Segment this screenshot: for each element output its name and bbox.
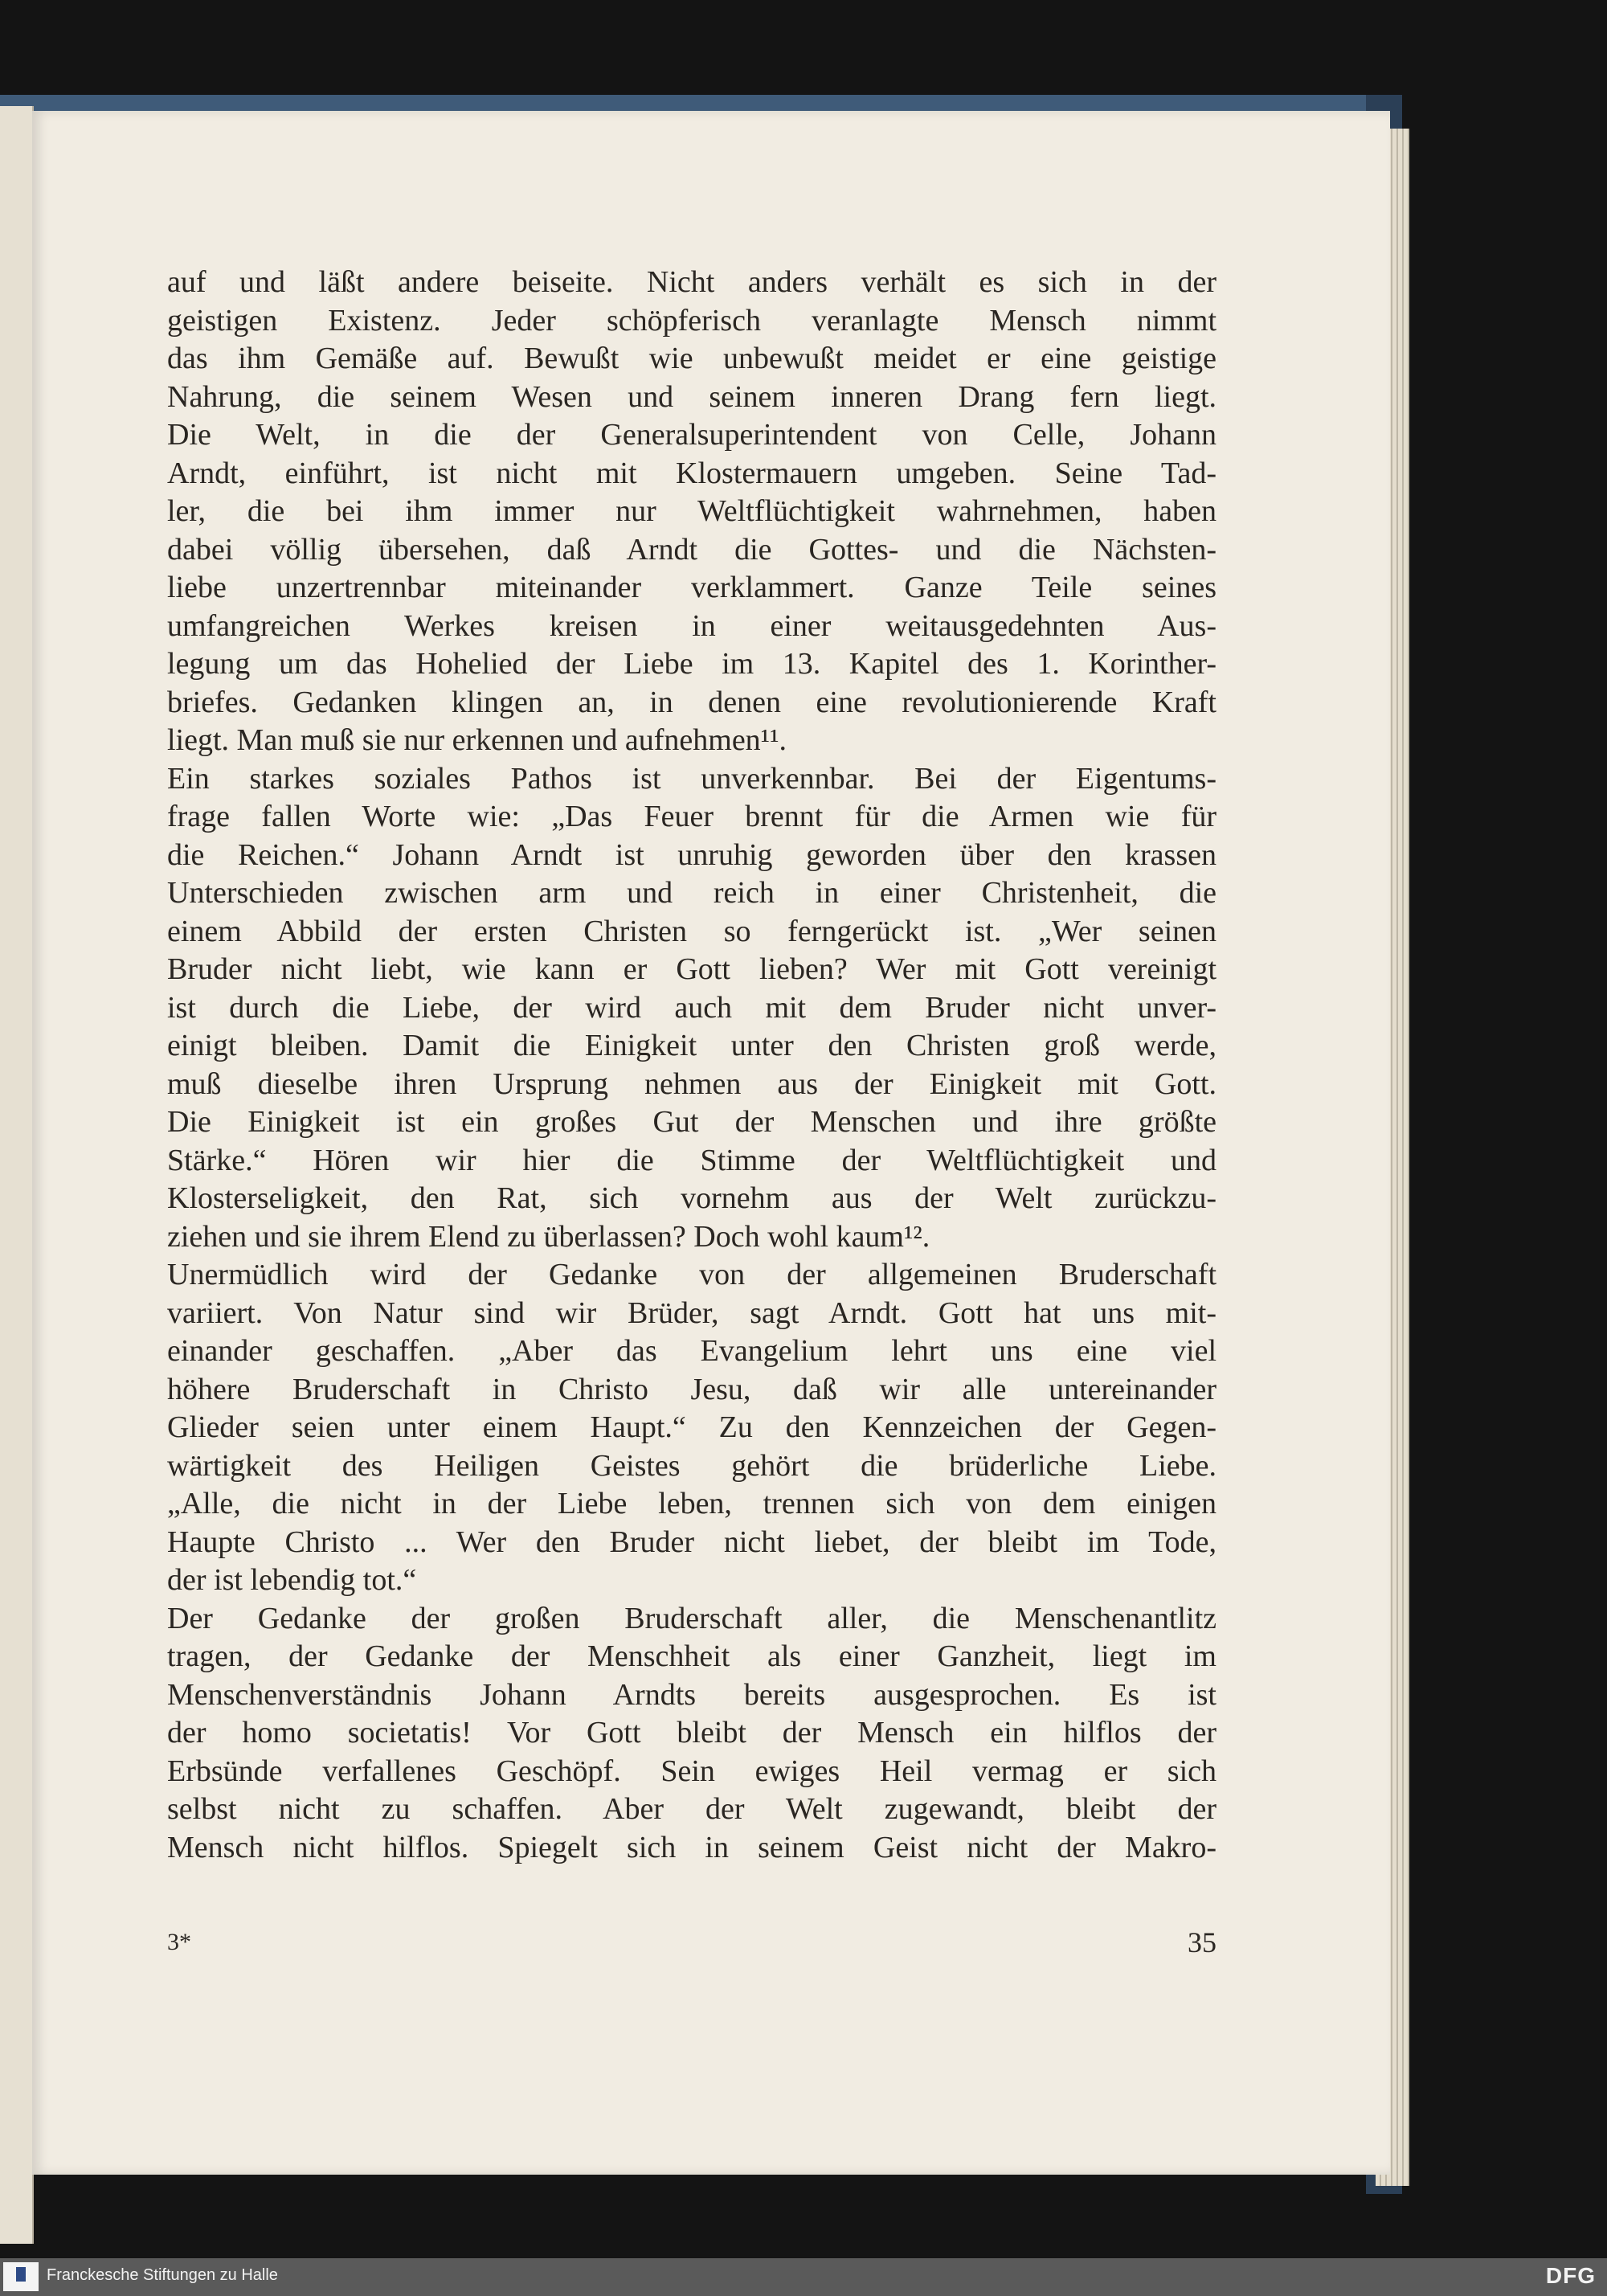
- text-line: Ein starkes soziales Pathos ist unverkennbar. Bei der Eigentums-: [167, 761, 1216, 796]
- page-sheet: [32, 111, 1390, 2175]
- text-line: Mensch nicht hilflos. Spiegelt sich in seinem Geist nicht der Makro-: [167, 1830, 1216, 1864]
- text-line: liebe unzertrennbar miteinander verklammert. Ganze Teile seines: [167, 571, 1216, 604]
- text-line: muß dieselbe ihren Ursprung nehmen aus der Einigkeit mit Gott.: [167, 1066, 1216, 1101]
- text-line: Die Welt, in die der Generalsuperintendent von Celle, Johann: [167, 418, 1216, 452]
- text-line: die Reichen.“ Johann Arndt ist unruhig geworden über den krassen: [167, 837, 1216, 872]
- text-line: Nahrung, die seinem Wesen und seinem inneren Drang fern liegt.: [167, 379, 1216, 414]
- text-line: legung um das Hohelied der Liebe im 13. Kapitel des 1. Korinther-: [167, 647, 1216, 681]
- text-line: tragen, der Gedanke der Menschheit als einer Ganzheit, liegt im: [167, 1639, 1216, 1673]
- text-line: Unermüdlich wird der Gedanke von der allgemeinen Bruderschaft: [167, 1258, 1216, 1291]
- text-line: geistigen Existenz. Jeder schöpferisch veranlagte Mensch nimmt: [167, 303, 1216, 338]
- text-line: Menschenverständnis Johann Arndts bereits ausgesprochen. Es ist: [167, 1677, 1216, 1712]
- text-line: Erbsünde verfallenes Geschöpf. Sein ewiges Heil vermag er sich: [167, 1754, 1216, 1788]
- text-line: einander geschaffen. „Aber das Evangelium lehrt uns eine viel: [167, 1334, 1216, 1368]
- text-line: der homo societatis! Vor Gott bleibt der Mensch ein hilflos der: [167, 1716, 1216, 1750]
- text-line: auf und läßt andere beiseite. Nicht anders verhält es sich in der: [167, 265, 1216, 299]
- text-line: einigt bleiben. Damit die Einigkeit unter den Christen groß werde,: [167, 1029, 1216, 1062]
- dfg-logo: DFG: [1545, 2263, 1596, 2288]
- previous-page-edge: [0, 106, 34, 2244]
- text-line: Glieder seien unter einem Haupt.“ Zu den Kennzeichen der Gegen-: [167, 1410, 1216, 1444]
- text-line: ler, die bei ihm immer nur Weltflüchtigkeit wahrnehmen, haben: [167, 494, 1216, 528]
- text-line: Haupte Christo ... Wer den Bruder nicht liebet, der bleibt im Tode,: [167, 1525, 1216, 1559]
- text-line: Bruder nicht liebt, wie kann er Gott lieben? Wer mit Gott vereinigt: [167, 952, 1216, 986]
- institution-name: Franckesche Stiftungen zu Halle: [47, 2266, 278, 2284]
- page-number: 35: [1188, 1926, 1216, 1958]
- credit-bar: [0, 2258, 1607, 2296]
- text-line: ziehen und sie ihrem Elend zu überlassen? Doch wohl kaum¹².: [167, 1219, 930, 1254]
- text-line: ist durch die Liebe, der wird auch mit dem Bruder nicht unver-: [167, 990, 1216, 1025]
- text-line: einem Abbild der ersten Christen so ferngerückt ist. „Wer seinen: [167, 914, 1216, 948]
- logo-emblem: [16, 2267, 26, 2282]
- text-line: umfangreichen Werkes kreisen in einer weitausgedehnten Aus-: [167, 608, 1216, 643]
- text-line: Stärke.“ Hören wir hier die Stimme der Weltflüchtigkeit und: [167, 1143, 1216, 1177]
- text-line: „Alle, die nicht in der Liebe leben, trennen sich von dem einigen: [167, 1487, 1216, 1520]
- text-line: Klosterseligkeit, den Rat, sich vornehm aus der Welt zurückzu-: [167, 1181, 1216, 1215]
- text-line: frage fallen Worte wie: „Das Feuer brennt für die Armen wie für: [167, 800, 1216, 833]
- text-line: Die Einigkeit ist ein großes Gut der Menschen und ihre größte: [167, 1105, 1216, 1139]
- text-line: liegt. Man muß sie nur erkennen und aufnehmen¹¹.: [167, 723, 787, 757]
- text-line: Unterschieden zwischen arm und reich in einer Christenheit, die: [167, 876, 1216, 910]
- text-line: Arndt, einführt, ist nicht mit Klostermauern umgeben. Seine Tad-: [167, 456, 1216, 490]
- text-line: höhere Bruderschaft in Christo Jesu, daß wir alle untereinander: [167, 1372, 1216, 1406]
- text-line: dabei völlig übersehen, daß Arndt die Gottes- und die Nächsten-: [167, 532, 1216, 567]
- text-line: variiert. Von Natur sind wir Brüder, sagt Arndt. Gott hat uns mit-: [167, 1295, 1216, 1330]
- text-line: Der Gedanke der großen Bruderschaft aller, die Menschenantlitz: [167, 1601, 1216, 1635]
- signature-mark: 3*: [167, 1929, 191, 1955]
- text-line: das ihm Gemäße auf. Bewußt wie unbewußt meidet er eine geistige: [167, 342, 1216, 375]
- text-line: briefes. Gedanken klingen an, in denen eine revolutionierende Kraft: [167, 685, 1216, 719]
- text-line: wärtigkeit des Heiligen Geistes gehört die brüderliche Liebe.: [167, 1448, 1216, 1483]
- text-line: der ist lebendig tot.“: [167, 1563, 417, 1597]
- institution-logo-icon: [3, 2262, 39, 2291]
- text-line: selbst nicht zu schaffen. Aber der Welt zugewandt, bleibt der: [167, 1792, 1216, 1826]
- body-text: [167, 264, 1216, 1867]
